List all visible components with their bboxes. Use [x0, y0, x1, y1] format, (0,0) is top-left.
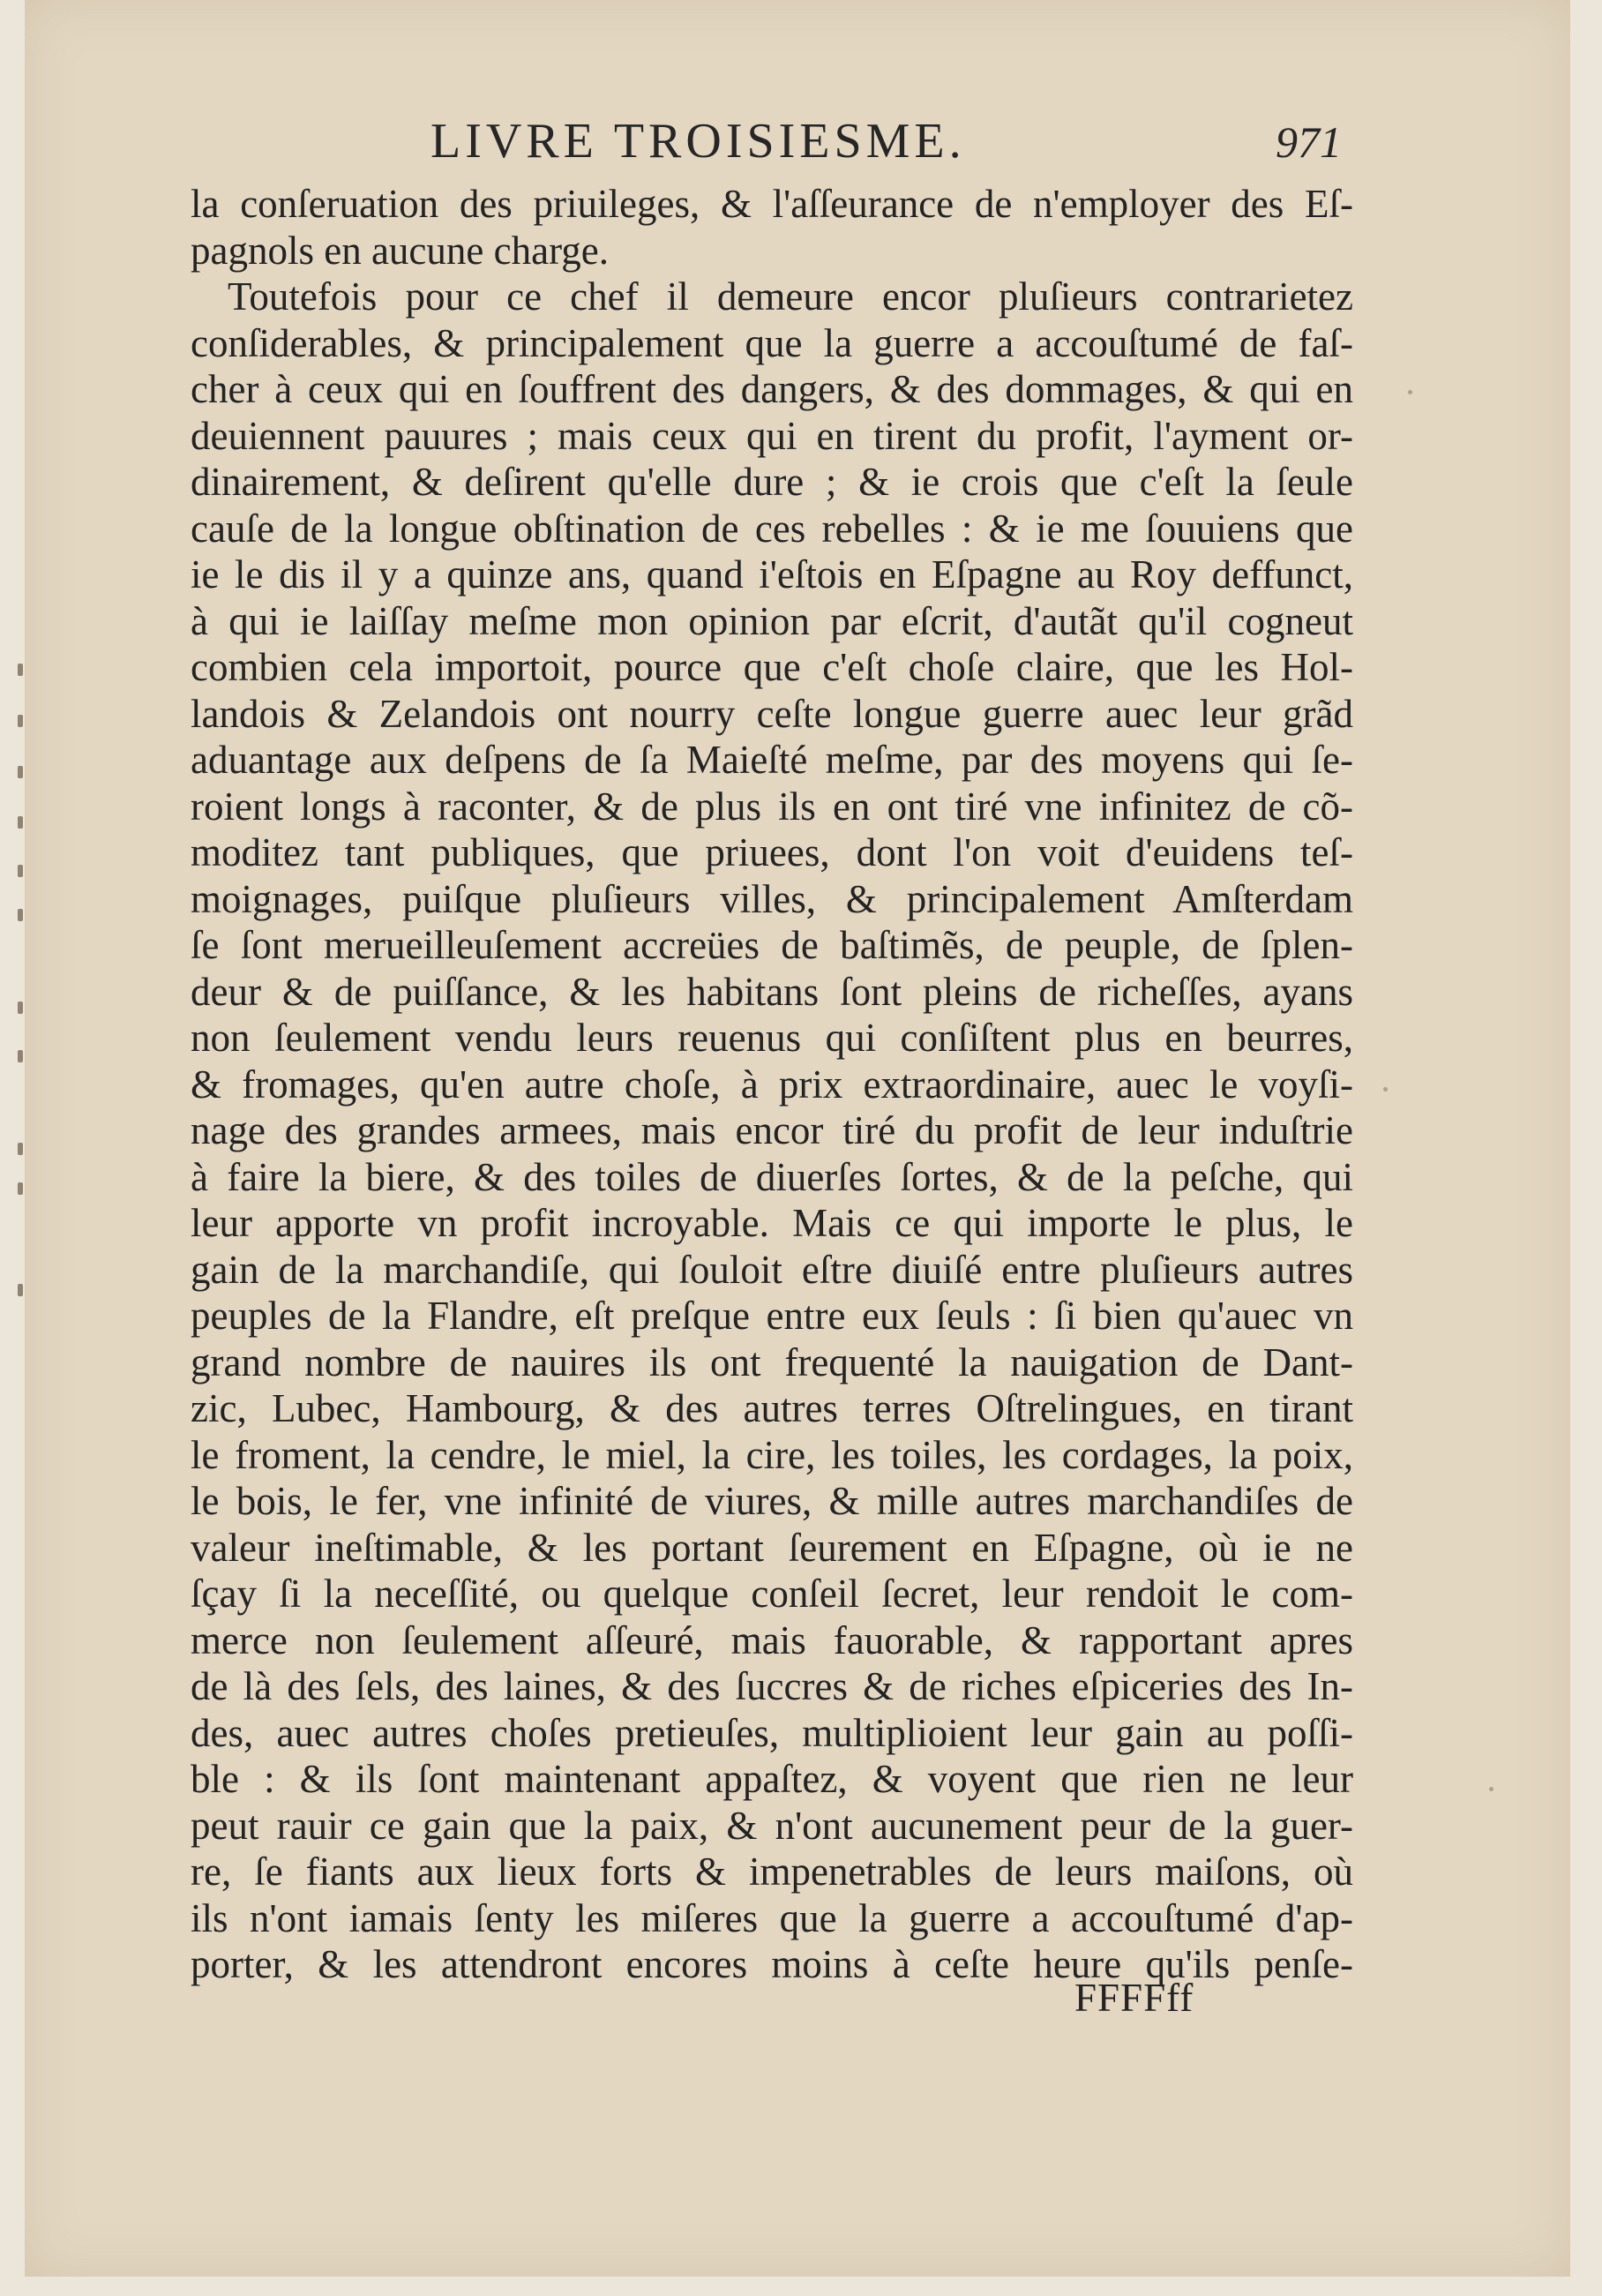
text-line: leur apporte vn profit incroyable. Mais ce qui importe le plus, le — [191, 1201, 1353, 1245]
bleed-mark — [18, 766, 23, 778]
text-line: ſe ſont merueilleuſement accreües de baſtimẽs, de peuple, de ſplen- — [191, 923, 1353, 967]
text-line: peuples de la Flandre, eſt preſque entre eux ſeuls : ſi bien qu'auec vn — [191, 1294, 1353, 1338]
text-line: dinairement, & deſirent qu'elle dure ; & ie crois que c'eſt la ſeule — [191, 460, 1353, 504]
bleed-mark — [18, 664, 23, 676]
text-line: le froment, la cendre, le miel, la cire, les toiles, les cordages, la poix, — [191, 1432, 1353, 1477]
bleed-mark — [18, 816, 23, 829]
text-line: aduantage aux deſpens de ſa Maieſté meſme, par des moyens qui ſe- — [191, 738, 1353, 782]
text-line: merce non ſeulement aſſeuré, mais fauorable, & rapportant apres — [191, 1617, 1353, 1662]
text-line: ſçay ſi la neceſſité, ou quelque conſeil ſecret, leur rendoit le com- — [191, 1572, 1353, 1616]
text-line: ils n'ont iamais ſenty les miſeres que la guerre a accouſtumé d'ap- — [191, 1895, 1353, 1940]
text-line: porter, & les attendront encores moins à ceſte heure qu'ils penſe- — [191, 1942, 1353, 1986]
text-line: Toutefois pour ce chef il demeure encor pluſieurs contrarietez — [228, 274, 1353, 319]
text-line: à qui ie laiſſay meſme mon opinion par eſcrit, d'autãt qu'il cogneut — [191, 598, 1353, 643]
paper-speck — [1489, 1787, 1493, 1791]
text-line: des, auec autres choſes pretieuſes, multiplioient leur gain au poſſi- — [191, 1710, 1353, 1755]
bleed-mark — [18, 1002, 23, 1014]
bleed-mark — [18, 909, 23, 921]
text-line: roient longs à raconter, & de plus ils en ont tiré vne infinitez de cõ- — [191, 784, 1353, 829]
bleed-mark — [18, 865, 23, 877]
text-line: deuiennent pauures ; mais ceux qui en tirent du profit, l'ayment or- — [191, 413, 1353, 458]
text-line: grand nombre de nauires ils ont frequenté la nauigation de Dant- — [191, 1339, 1353, 1384]
text-line: moditez tant publiques, que priuees, dont l'on voit d'euidens teſ- — [191, 830, 1353, 874]
paper-speck — [1408, 390, 1412, 394]
text-line: deur & de puiſſance, & les habitans ſont pleins de richeſſes, ayans — [191, 969, 1353, 1014]
text-line: combien cela importoit, pource que c'eſt choſe claire, que les Hol- — [191, 645, 1353, 689]
bleed-mark — [18, 715, 23, 727]
running-title: LIVRE TROISIESME. — [430, 114, 966, 169]
text-line: à faire la biere, & des toiles de diuerſes ſortes, & de la peſche, qui — [191, 1154, 1353, 1199]
text-line: cauſe de la longue obſtination de ces rebelles : & ie me ſouuiens que — [191, 506, 1353, 551]
catchword: FFFFff — [1074, 1976, 1194, 2020]
bleed-mark — [18, 1182, 23, 1195]
scan-background — [7, 0, 1595, 2296]
text-line: & fromages, qu'en autre choſe, à prix extraordinaire, auec le voyſi- — [191, 1062, 1353, 1107]
text-line: ble : & ils ſont maintenant appaſtez, & voyent que rien ne leur — [191, 1757, 1353, 1801]
text-line: pagnols en aucune charge. — [191, 228, 609, 273]
text-line: ie le dis il y a quinze ans, quand i'eſtois en Eſpagne au Roy deffunct, — [191, 552, 1353, 597]
text-line: peut rauir ce gain que la paix, & n'ont aucunement peur de la guer- — [191, 1803, 1353, 1848]
text-line: gain de la marchandiſe, qui ſouloit eſtre diuiſé entre pluſieurs autres — [191, 1247, 1353, 1292]
book-page — [25, 0, 1570, 2277]
text-line: re, ſe fiants aux lieux forts & impenetrables de leurs maiſons, où — [191, 1850, 1353, 1894]
text-line: moignages, puiſque pluſieurs villes, & principalement Amſterdam — [191, 876, 1353, 921]
bleed-mark — [18, 1050, 23, 1062]
bleed-mark — [18, 1143, 23, 1155]
bleed-mark — [18, 1284, 23, 1296]
paper-speck — [1383, 1087, 1388, 1092]
text-line: conſiderables, & principalement que la guerre a accouſtumé de faſ- — [191, 320, 1353, 365]
page-number: 971 — [1276, 117, 1342, 167]
text-line: landois & Zelandois ont nourry ceſte longue guerre auec leur grãd — [191, 691, 1353, 736]
text-line: zic, Lubec, Hambourg, & des autres terres Oſtrelingues, en tirant — [191, 1386, 1353, 1430]
text-line: cher à ceux qui en ſouffrent des dangers, & des dommages, & qui en — [191, 367, 1353, 411]
text-line: nage des grandes armees, mais encor tiré du profit de leur induſtrie — [191, 1108, 1353, 1152]
text-line: de là des ſels, des laines, & des ſuccres & de riches eſpiceries des In- — [191, 1664, 1353, 1708]
text-line: le bois, le fer, vne infinité de viures, & mille autres marchandiſes de — [191, 1479, 1353, 1523]
body-text — [191, 181, 1353, 1988]
page-header — [25, 113, 1570, 175]
text-line: la conſeruation des priuileges, & l'aſſeurance de n'employer des Eſ- — [191, 182, 1353, 226]
text-line: valeur ineſtimable, & les portant ſeurement en Eſpagne, où ie ne — [191, 1525, 1353, 1570]
text-line: non ſeulement vendu leurs reuenus qui conſiſtent plus en beurres, — [191, 1016, 1353, 1060]
